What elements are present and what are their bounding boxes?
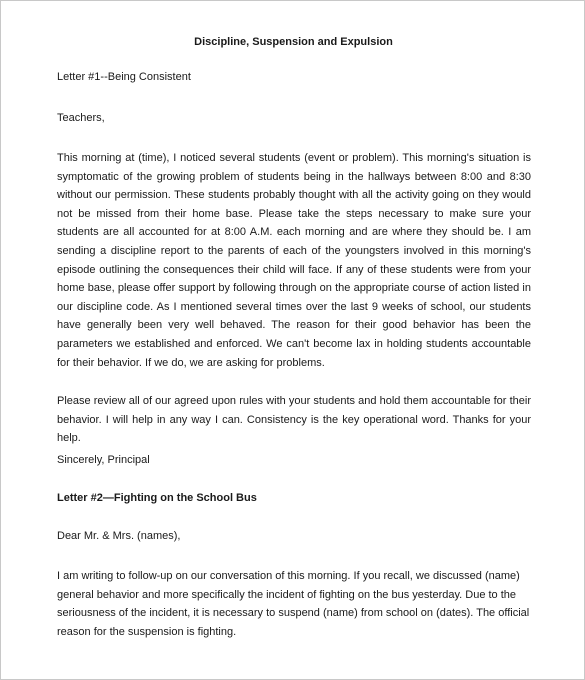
letter1-closing: Sincerely, Principal [57, 454, 150, 466]
letter1-heading: Letter #1--Being Consistent [57, 71, 191, 83]
document-title: Discipline, Suspension and Expulsion [194, 36, 393, 48]
letter2-salutation: Dear Mr. & Mrs. (names), [57, 530, 181, 542]
letter2-heading: Letter #2—Fighting on the School Bus [57, 492, 257, 504]
letter1-salutation: Teachers, [57, 112, 105, 124]
letter2-paragraph-1: I am writing to follow-up on our conversation of this morning. If you recall, we discussed (name) general behavior and more specifically the incident of fighting on the bus yesterday. Due to the seriousness of the incident, it is necessary to suspend (name) from school on (dates). The official reason for the suspension is fighting. [57, 570, 530, 638]
letter1-paragraph-1: This morning at (time), I noticed several students (event or problem). This morning's situation is symptomatic of the growing problem of students being in the hallways between 8:00 and 8:30 without our permission. These students probably thought with all the activity going on they would not be missed from their home base. Please take the steps necessary to make sure your students are all accounted for at 8:00 A.M. each morning and are where they should be. I am sending a discipline report to the parents of each of the youngsters involved in this morning's episode outlining the consequences their child will face. If any of these students were from your home base, please offer support by following through on the appropriate course of action listed in our discipline code. As I mentioned several times over the last 9 weeks of school, our students have generally been very well behaved. The reason for their good behavior has been the parameters we established and enforced. We can't become lax in holding students accountable for their behavior. If we do, we are asking for problems. [57, 152, 531, 369]
letter1-paragraph-2: Please review all of our agreed upon rules with your students and hold them accountable for their behavior. I will help in any way I can. Consistency is the key operational word. Thanks for your help. [57, 395, 531, 445]
